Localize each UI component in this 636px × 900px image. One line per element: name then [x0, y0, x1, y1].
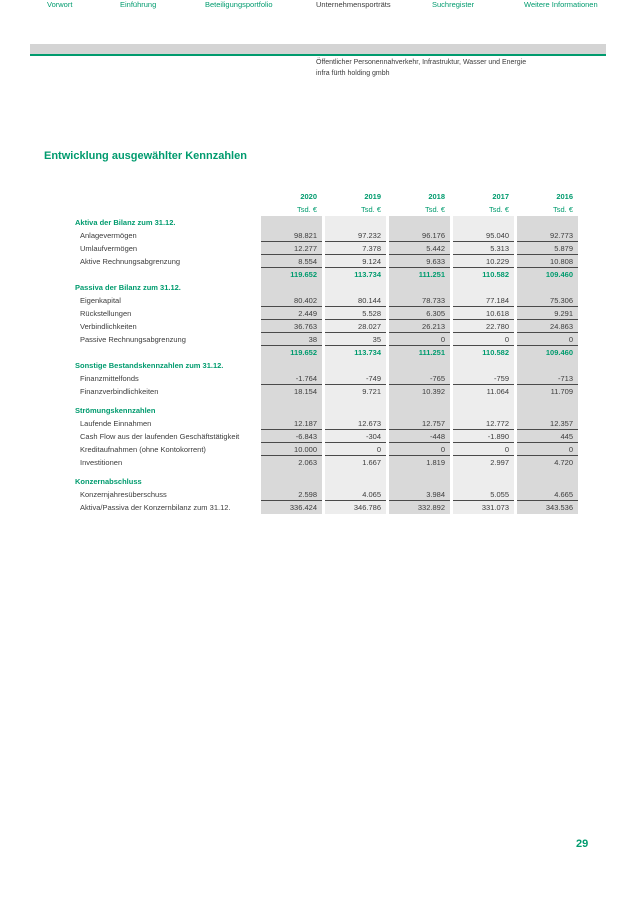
- row-value: 12.187: [261, 417, 322, 430]
- row-value: 4.065: [325, 488, 386, 501]
- row-label: Investitionen: [80, 458, 123, 467]
- table-cell: [453, 404, 514, 417]
- unit-header-2016: Tsd. €: [552, 205, 573, 214]
- row-value: 5.879: [517, 242, 578, 255]
- row-value: 0: [325, 443, 386, 456]
- row-label: Anlagevermögen: [80, 231, 137, 240]
- total-value: 119.652: [261, 346, 322, 359]
- table-cell: [325, 475, 386, 488]
- row-value: 5.528: [325, 307, 386, 320]
- row-value: 18.154: [261, 385, 322, 398]
- table-row: [75, 417, 578, 430]
- table-section-row: [75, 359, 578, 372]
- row-value: 5.055: [453, 488, 514, 501]
- table-row: [75, 242, 578, 255]
- total-value: 109.460: [517, 346, 578, 359]
- row-value: 75.306: [517, 294, 578, 307]
- nav-item-suchregister[interactable]: Suchregister: [432, 0, 475, 9]
- row-value: 4.665: [517, 488, 578, 501]
- table-cell: [389, 216, 450, 229]
- table-cell: [261, 216, 322, 229]
- row-value: 332.892: [389, 501, 450, 514]
- row-value: 10.618: [453, 307, 514, 320]
- row-label: Kreditaufnahmen (ohne Kontokorrent): [80, 445, 206, 454]
- table-row: [75, 229, 578, 242]
- row-value: 12.673: [325, 417, 386, 430]
- row-value: 77.184: [453, 294, 514, 307]
- row-value: -448: [389, 430, 450, 443]
- row-value: 0: [389, 443, 450, 456]
- table-section-row: [75, 475, 578, 488]
- row-label: Finanzmittelfonds: [80, 374, 139, 383]
- year-header-2016: 2016: [556, 192, 573, 201]
- row-value: 5.313: [453, 242, 514, 255]
- row-value: 2.449: [261, 307, 322, 320]
- row-value: 36.763: [261, 320, 322, 333]
- row-value: 2.997: [453, 456, 514, 469]
- unit-header-2019: Tsd. €: [360, 205, 381, 214]
- row-value: 24.863: [517, 320, 578, 333]
- table-cell: [453, 359, 514, 372]
- row-value: 343.536: [517, 501, 578, 514]
- row-label: Aktive Rechnungsabgrenzung: [80, 257, 181, 266]
- row-value: 92.773: [517, 229, 578, 242]
- table-cell: [325, 281, 386, 294]
- table-cell: [389, 475, 450, 488]
- year-header-2017: 2017: [492, 192, 509, 201]
- row-value: 10.392: [389, 385, 450, 398]
- year-header-2020: 2020: [300, 192, 317, 201]
- row-value: -1.764: [261, 372, 322, 385]
- section-label: Sonstige Bestandskennzahlen zum 31.12.: [75, 361, 224, 370]
- table-cell: [517, 404, 578, 417]
- row-value: 7.378: [325, 242, 386, 255]
- table-row: [75, 372, 578, 385]
- section-label: Passiva der Bilanz zum 31.12.: [75, 283, 181, 292]
- subtitle-line-1: Öffentlicher Personennahverkehr, Infrastruktur, Wasser und Energie: [316, 59, 527, 66]
- row-value: 331.073: [453, 501, 514, 514]
- nav-item-vorwort[interactable]: Vorwort: [47, 0, 73, 9]
- table-section-row: [75, 404, 578, 417]
- nav-item-unternehmensportraets[interactable]: Unternehmensporträts: [316, 0, 391, 9]
- total-value: 111.251: [389, 268, 450, 281]
- row-label: Umlaufvermögen: [80, 244, 138, 253]
- subtitle-line-2: infra fürth holding gmbh: [316, 69, 390, 77]
- total-value: 113.734: [325, 268, 386, 281]
- unit-header-2018: Tsd. €: [424, 205, 445, 214]
- page-number: 29: [576, 838, 589, 850]
- unit-header-2020: Tsd. €: [296, 205, 317, 214]
- table-cell: [261, 281, 322, 294]
- row-value: 12.277: [261, 242, 322, 255]
- table-row: [75, 255, 578, 268]
- row-value: 78.733: [389, 294, 450, 307]
- section-label: Konzernabschluss: [75, 477, 142, 486]
- row-value: 3.984: [389, 488, 450, 501]
- table-total-row: [75, 268, 578, 281]
- row-value: 97.232: [325, 229, 386, 242]
- table-cell: [517, 475, 578, 488]
- row-value: 0: [453, 443, 514, 456]
- table-cell: [453, 281, 514, 294]
- row-label: [75, 268, 261, 281]
- top-nav-bar: [30, 44, 606, 54]
- row-label: Finanzverbindlichkeiten: [80, 387, 159, 396]
- row-value: 10.808: [517, 255, 578, 268]
- row-label: [75, 346, 261, 359]
- header-spacer: [75, 190, 261, 203]
- total-value: 110.582: [453, 268, 514, 281]
- page-title: Entwicklung ausgewählter Kennzahlen: [44, 150, 247, 162]
- table-cell: [261, 359, 322, 372]
- total-value: 110.582: [453, 346, 514, 359]
- row-value: 12.757: [389, 417, 450, 430]
- row-label: Aktiva/Passiva der Konzernbilanz zum 31.12.: [80, 503, 231, 512]
- table-cell: [389, 404, 450, 417]
- row-value: 0: [453, 333, 514, 346]
- table-row: [75, 320, 578, 333]
- row-value: 5.442: [389, 242, 450, 255]
- table-cell: [517, 216, 578, 229]
- table-cell: [261, 404, 322, 417]
- row-value: 336.424: [261, 501, 322, 514]
- table-row: [75, 294, 578, 307]
- table-row: [75, 456, 578, 469]
- row-value: 9.633: [389, 255, 450, 268]
- row-value: 9.721: [325, 385, 386, 398]
- row-value: 4.720: [517, 456, 578, 469]
- table-header-units: [75, 203, 578, 216]
- table-cell: [517, 359, 578, 372]
- year-header-2019: 2019: [364, 192, 381, 201]
- row-label: Cash Flow aus der laufenden Geschäftstätigkeit: [80, 432, 240, 441]
- unit-header-2017: Tsd. €: [488, 205, 509, 214]
- nav-item-weitere-informationen[interactable]: Weitere Informationen: [524, 0, 598, 9]
- nav-green-rule: [30, 54, 606, 56]
- row-value: -759: [453, 372, 514, 385]
- row-value: 10.000: [261, 443, 322, 456]
- row-label: Eigenkapital: [80, 296, 121, 305]
- row-value: 12.772: [453, 417, 514, 430]
- table-cell: [517, 281, 578, 294]
- table-cell: [325, 404, 386, 417]
- row-value: 80.402: [261, 294, 322, 307]
- row-label: Laufende Einnahmen: [80, 419, 152, 428]
- row-value: -765: [389, 372, 450, 385]
- table-cell: [453, 475, 514, 488]
- table-row: [75, 443, 578, 456]
- row-label: Rückstellungen: [80, 309, 132, 318]
- row-value: 95.040: [453, 229, 514, 242]
- section-subtitle: [316, 58, 526, 79]
- table-row: [75, 488, 578, 501]
- table-section-row: [75, 216, 578, 229]
- row-value: 11.709: [517, 385, 578, 398]
- row-value: 2.063: [261, 456, 322, 469]
- row-value: 38: [261, 333, 322, 346]
- table-row: [75, 430, 578, 443]
- nav-item-einfuehrung[interactable]: Einführung: [120, 0, 157, 9]
- total-value: 111.251: [389, 346, 450, 359]
- nav-item-beteiligungsportfolio[interactable]: Beteiligungsportfolio: [205, 0, 273, 9]
- row-value: 12.357: [517, 417, 578, 430]
- table-cell: [389, 359, 450, 372]
- row-value: 0: [389, 333, 450, 346]
- row-value: 10.229: [453, 255, 514, 268]
- section-label: Aktiva der Bilanz zum 31.12.: [75, 218, 176, 227]
- table-cell: [453, 216, 514, 229]
- table-row: [75, 307, 578, 320]
- row-value: 445: [517, 430, 578, 443]
- row-value: 35: [325, 333, 386, 346]
- row-value: -6.843: [261, 430, 322, 443]
- row-value: -713: [517, 372, 578, 385]
- section-label: Strömungskennzahlen: [75, 406, 156, 415]
- row-value: 1.819: [389, 456, 450, 469]
- row-value: 2.598: [261, 488, 322, 501]
- row-value: 6.305: [389, 307, 450, 320]
- row-value: 346.786: [325, 501, 386, 514]
- total-value: 109.460: [517, 268, 578, 281]
- table-section-row: [75, 281, 578, 294]
- row-value: 96.176: [389, 229, 450, 242]
- row-value: 9.291: [517, 307, 578, 320]
- row-value: 98.821: [261, 229, 322, 242]
- row-value: 8.554: [261, 255, 322, 268]
- row-value: 80.144: [325, 294, 386, 307]
- table-total-row: [75, 346, 578, 359]
- header-spacer: [75, 203, 261, 216]
- table-row: [75, 333, 578, 346]
- table-row: [75, 385, 578, 398]
- table-row: [75, 501, 578, 514]
- row-value: 1.667: [325, 456, 386, 469]
- row-value: 9.124: [325, 255, 386, 268]
- total-value: 119.652: [261, 268, 322, 281]
- row-label: Verbindlichkeiten: [80, 322, 137, 331]
- row-value: 22.780: [453, 320, 514, 333]
- row-value: -1.890: [453, 430, 514, 443]
- table-cell: [325, 216, 386, 229]
- kennzahlen-table: [75, 190, 578, 514]
- year-header-2018: 2018: [428, 192, 445, 201]
- row-value: 26.213: [389, 320, 450, 333]
- total-value: 113.734: [325, 346, 386, 359]
- table-header-years: [75, 190, 578, 203]
- row-value: 28.027: [325, 320, 386, 333]
- table-cell: [389, 281, 450, 294]
- table-cell: [261, 475, 322, 488]
- table-cell: [325, 359, 386, 372]
- row-label: Passive Rechnungsabgrenzung: [80, 335, 186, 344]
- row-value: -749: [325, 372, 386, 385]
- row-value: -304: [325, 430, 386, 443]
- row-label: Konzernjahresüberschuss: [80, 490, 167, 499]
- row-value: 0: [517, 333, 578, 346]
- row-value: 0: [517, 443, 578, 456]
- row-value: 11.064: [453, 385, 514, 398]
